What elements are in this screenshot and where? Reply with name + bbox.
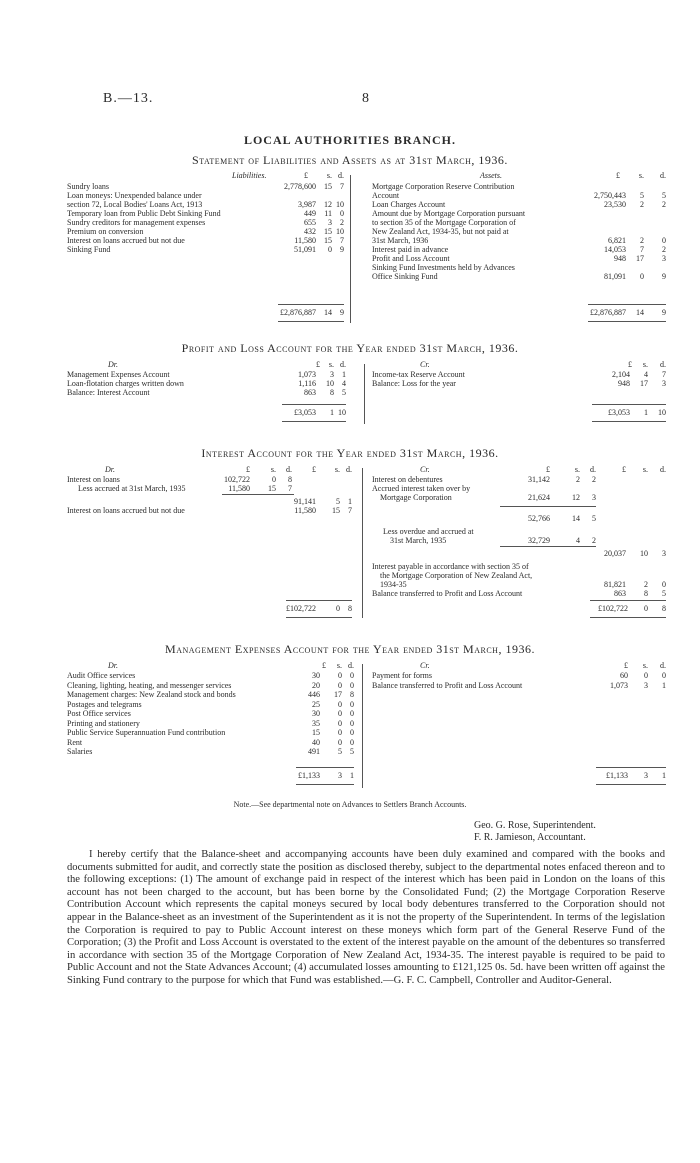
liabilities-heading: Liabilities. — [232, 171, 267, 180]
liability-pounds: 449 — [304, 209, 316, 218]
branch-title: LOCAL AUTHORITIES BRANCH. — [243, 133, 457, 147]
report-code: B.—13. — [103, 91, 154, 106]
asset-pence: 3 — [662, 254, 666, 263]
liability-shillings: 15 — [324, 236, 332, 245]
currency-pound: £ — [304, 171, 308, 180]
ia-right-line: Less overdue and accrued at — [383, 527, 474, 536]
me-credit-shillings: 0 — [644, 671, 648, 680]
ia-amount: 12 — [572, 493, 580, 502]
me-credit-label: Balance transferred to Profit and Loss Account — [372, 680, 523, 690]
me-debit-pence: 0 — [350, 699, 354, 709]
liabilities-total-pence: 9 — [340, 308, 344, 317]
pl-credit-pence: 7 — [662, 370, 666, 379]
ia-amount: 863 — [614, 589, 626, 598]
ia-right-line: the Mortgage Corporation of New Zealand Act, — [380, 571, 533, 580]
currency-pound: £ — [316, 360, 320, 369]
me-credit-pounds: 60 — [620, 671, 628, 680]
departmental-note: Note.—See departmental note on Advances to Settlers Branch Accounts. — [233, 800, 467, 809]
liability-label: Sundry creditors for management expenses — [67, 218, 206, 227]
asset-label: Office Sinking Fund — [372, 272, 438, 281]
asset-label: Amount due by Mortgage Corporation pursuant — [372, 209, 526, 218]
currency-pound: £ — [616, 171, 620, 180]
liability-shillings: 15 — [324, 182, 332, 191]
pl-debit-pence: 5 — [342, 388, 346, 397]
liability-pounds: 432 — [304, 227, 316, 236]
liability-label: Sinking Fund — [67, 245, 111, 254]
currency-pound: £ — [546, 465, 550, 474]
ia-amount: 0 — [272, 475, 276, 484]
asset-pounds: 23,530 — [604, 200, 626, 209]
ia-right-line: 1934-35 — [380, 580, 407, 589]
debit-heading: Dr. — [105, 465, 116, 474]
pl-credit-total-pounds: £3,053 — [608, 408, 630, 417]
ia-amount: 11,580 — [228, 484, 250, 493]
currency-pence: d. — [660, 360, 666, 369]
pl-debit-label: Balance: Interest Account — [67, 388, 150, 397]
me-debit-label: Cleaning, lighting, heating, and messenger services — [67, 680, 232, 690]
asset-label: Mortgage Corporation Reserve Contribution — [372, 182, 515, 191]
me-debit-pence: 0 — [350, 709, 354, 718]
ia-amount: 15 — [332, 506, 340, 515]
asset-pounds: 6,821 — [608, 236, 626, 245]
currency-pence: d. — [590, 465, 596, 474]
ia-amount: 81,821 — [604, 580, 626, 589]
page-number: 8 — [362, 91, 369, 106]
currency-pound: £ — [624, 661, 628, 670]
currency-pence: d. — [660, 465, 666, 474]
currency-pound: £ — [622, 465, 626, 474]
currency-pound: £ — [628, 360, 632, 369]
currency-shilling: s. — [328, 360, 334, 369]
ia-right-line: Accrued interest taken over by — [372, 484, 471, 493]
asset-pence: 2 — [662, 245, 666, 254]
ia-amount: 7 — [348, 506, 352, 515]
currency-pound: £ — [322, 661, 326, 670]
me-credit-pence: 0 — [662, 671, 666, 680]
pl-debit-shillings: 10 — [326, 379, 334, 388]
pl-debit-label: Management Expenses Account — [67, 370, 170, 379]
total-double-rule — [596, 784, 666, 785]
liability-label: Loan moneys: Unexpended balance under — [67, 191, 202, 200]
me-debit-label: Salaries — [67, 747, 93, 756]
ia-debit-total-shillings: 0 — [336, 604, 340, 613]
ia-amount: 8 — [288, 475, 292, 484]
ia-amount: 5 — [662, 589, 666, 598]
me-debit-shillings: 5 — [338, 747, 342, 756]
pl-credit-total-shillings: 1 — [644, 408, 648, 417]
liability-pounds: 11,580 — [294, 236, 316, 245]
balance-sheet-title: Statement of Liabilities and Assets as at 31st March, 1936. — [192, 153, 508, 167]
me-debit-total-pence: 1 — [350, 771, 354, 780]
me-debit-label: Printing and stationery — [67, 718, 140, 728]
currency-shilling: s. — [642, 465, 648, 474]
pl-credit-shillings: 17 — [640, 379, 648, 388]
ia-debit-total-pounds: £102,722 — [286, 604, 316, 613]
me-debit-shillings: 0 — [338, 737, 342, 747]
me-debit-total-shillings: 3 — [338, 771, 342, 780]
asset-label: to section 35 of the Mortgage Corporation of — [372, 218, 516, 227]
me-debit-label: Public Service Superannuation Fund contribution — [67, 728, 226, 737]
ia-amount: 102,722 — [224, 475, 250, 484]
me-debit-shillings: 0 — [338, 671, 342, 680]
ia-left-line: Interest on loans accrued but not due — [67, 506, 185, 515]
pl-debit-total-pence: 10 — [338, 408, 346, 417]
ia-amount: 52,766 — [528, 514, 550, 523]
pl-debit-label: Loan-flotation charges written down — [67, 379, 184, 388]
me-debit-shillings: 0 — [338, 718, 342, 728]
pl-credit-pounds: 948 — [618, 379, 630, 388]
ia-debit-total-pence: 8 — [348, 604, 352, 613]
me-debit-pounds: 446 — [308, 690, 320, 699]
ia-amount: 3 — [662, 549, 666, 558]
assets-heading: Assets. — [480, 171, 502, 180]
me-credit-pence: 1 — [662, 680, 666, 690]
me-debit-pence: 0 — [350, 680, 354, 690]
asset-label: Account — [372, 191, 400, 200]
me-debit-label: Postages and telegrams — [67, 699, 142, 709]
ia-right-line: 31st March, 1935 — [390, 536, 447, 545]
me-debit-label: Audit Office services — [67, 671, 136, 680]
me-debit-shillings: 0 — [338, 680, 342, 690]
pl-debit-pence: 1 — [342, 370, 346, 379]
liability-label: Interest on loans accrued but not due — [67, 236, 185, 245]
profit-loss-title: Profit and Loss Account for the Year ended 31st March, 1936. — [181, 341, 519, 355]
pl-credit-label: Income-tax Reserve Account — [372, 370, 465, 379]
pl-debit-pounds: 1,073 — [298, 370, 316, 379]
me-credit-pounds: 1,073 — [610, 680, 628, 690]
currency-shilling: s. — [638, 171, 644, 180]
pl-debit-pounds: 1,116 — [298, 379, 316, 388]
asset-pounds: 948 — [614, 254, 626, 263]
liability-label: Premium on conversion — [67, 227, 144, 236]
asset-shillings: 0 — [640, 272, 644, 281]
me-debit-label: Rent — [67, 737, 83, 747]
asset-pounds: 14,053 — [604, 245, 626, 254]
me-debit-shillings: 0 — [338, 699, 342, 709]
asset-pounds: 81,091 — [604, 272, 626, 281]
liability-label: Temporary loan from Public Debt Sinking Fund — [67, 209, 221, 218]
ia-right-line: Balance transferred to Profit and Loss Account — [372, 589, 523, 598]
asset-label: Sinking Fund Investments held by Advances — [372, 263, 515, 272]
liability-shillings: 15 — [324, 227, 332, 236]
ia-credit-total-pence: 8 — [662, 604, 666, 613]
ia-amount: 5 — [336, 497, 340, 506]
ia-amount: 3 — [592, 493, 596, 502]
currency-pence: d. — [660, 171, 666, 180]
liability-pounds: 51,091 — [294, 245, 316, 254]
me-credit-label: Payment for forms — [372, 671, 432, 680]
pl-debit-shillings: 8 — [330, 388, 334, 397]
ia-amount: 0 — [662, 580, 666, 589]
assets-total-shillings: 14 — [636, 308, 644, 317]
pl-credit-shillings: 4 — [644, 370, 648, 379]
column-divider — [362, 664, 363, 788]
ia-amount: 21,624 — [528, 493, 550, 502]
me-debit-pence: 0 — [350, 728, 354, 737]
pl-credit-pounds: 2,104 — [612, 370, 630, 379]
currency-shilling: s. — [270, 465, 276, 474]
ia-amount: 15 — [268, 484, 276, 493]
asset-pounds: 2,750,443 — [594, 191, 626, 200]
me-debit-pence: 5 — [350, 747, 354, 756]
liability-label: section 72, Local Bodies' Loans Act, 1913 — [67, 200, 203, 209]
asset-pence: 5 — [662, 191, 666, 200]
audit-certificate: I hereby certify that the Balance-sheet and accompanying accounts have been duly examined and compared with the books and documents submitted for audit, and correctly state the position as disclosed thereby, subject to the departmental notes enfaced thereon and to the following exceptions: (1) The amount of exchange paid in respect of the interest which has been paid in London on the loans of this account has not been charged to the account, but has been borne by the Consolidated Fund; (2) the Mortgage Corporation Reserve Contribution Account which represents the capital moneys secured by local body debentures transferred to the Corporation should not appear in the Balance-sheet as an investment of the Superintendent as it is not the property of the Superintendent. In terms of the legislation the Corporation is required to pay to Public Account interest on these moneys which form part of the General Reserve Fund of the Corporation; (3) the Profit and Loss Account is overstated to the extent of the interest payable on the amount of the debentures so transferred in accordance with section 35 of the Mortgage Corporation of New Zealand Act, 1934-35. The interest payable is required to be paid to Public Account and not the State Advances Account; (4) accumulated losses amounting to £121,125 0s. 5d. have been written off against the Sinking Fund contrary to the purpose for which that Fund was established.—G. F. C. Campbell, Controller and Auditor-General. — [67, 849, 665, 986]
me-credit-total-shillings: 3 — [644, 771, 648, 780]
credit-heading: Cr. — [420, 360, 430, 369]
ia-amount: 2 — [644, 580, 648, 589]
ia-amount: 5 — [592, 514, 596, 523]
me-debit-pounds: 491 — [308, 747, 320, 756]
ia-amount: 8 — [644, 589, 648, 598]
assets-total-pounds: £2,876,887 — [590, 308, 626, 317]
me-debit-label: Post Office services — [67, 709, 131, 718]
ia-amount: 14 — [572, 514, 580, 523]
credit-heading: Cr. — [420, 465, 430, 474]
ia-amount: 4 — [576, 536, 580, 545]
currency-shilling: s. — [334, 465, 340, 474]
assets-total-pence: 9 — [662, 308, 666, 317]
me-debit-total-pounds: £1,133 — [298, 771, 320, 780]
ia-credit-total-pounds: £102,722 — [598, 604, 628, 613]
currency-pence: d. — [338, 171, 344, 180]
ia-right-line: Interest on debentures — [372, 475, 443, 484]
pl-credit-total-pence: 10 — [658, 408, 666, 417]
liability-label: Sundry loans — [67, 182, 109, 191]
ia-credit-total-shillings: 0 — [644, 604, 648, 613]
management-expenses-title: Management Expenses Account for the Year ended 31st March, 1936. — [165, 642, 535, 656]
ia-amount: 7 — [288, 484, 292, 493]
ia-amount: 32,729 — [528, 536, 550, 545]
accountant-signature: F. R. Jamieson, Accountant. — [474, 832, 586, 843]
currency-pound: £ — [246, 465, 250, 474]
pl-credit-pence: 3 — [662, 379, 666, 388]
total-rule — [596, 767, 666, 768]
ia-amount: 2 — [592, 475, 596, 484]
me-debit-shillings: 0 — [338, 728, 342, 737]
currency-pence: d. — [286, 465, 292, 474]
liability-pence: 0 — [340, 209, 344, 218]
currency-shilling: s. — [574, 465, 580, 474]
me-debit-pounds: 15 — [312, 728, 320, 737]
liability-pence: 2 — [340, 218, 344, 227]
interest-account-title: Interest Account for the Year ended 31st March, 1936. — [201, 446, 499, 460]
liability-pounds: 2,778,600 — [284, 182, 316, 191]
ia-amount: 20,037 — [604, 549, 626, 558]
liability-shillings: 0 — [328, 245, 332, 254]
ia-amount: 31,142 — [528, 475, 550, 484]
credit-heading: Cr. — [420, 661, 430, 670]
me-credit-shillings: 3 — [644, 680, 648, 690]
total-double-rule — [296, 784, 354, 785]
me-debit-pounds: 30 — [312, 709, 320, 718]
asset-label: Loan Charges Account — [372, 200, 446, 209]
me-debit-shillings: 17 — [334, 690, 342, 699]
currency-shilling: s. — [326, 171, 332, 180]
ia-amount: 10 — [640, 549, 648, 558]
liability-pence: 10 — [336, 200, 344, 209]
ia-amount: 2 — [576, 475, 580, 484]
me-debit-pence: 0 — [350, 737, 354, 747]
asset-pence: 2 — [662, 200, 666, 209]
me-debit-pounds: 35 — [312, 718, 320, 728]
me-debit-pounds: 20 — [312, 680, 320, 690]
asset-label: New Zealand Act, 1934-35, but not paid at — [372, 227, 509, 236]
currency-pence: d. — [346, 465, 352, 474]
liabilities-total-pounds: £2,876,887 — [280, 308, 316, 317]
ia-amount: 11,580 — [294, 506, 316, 515]
asset-label: Profit and Loss Account — [372, 254, 450, 263]
currency-pence: d. — [348, 661, 354, 670]
ia-amount: 2 — [592, 536, 596, 545]
ia-amount: 91,141 — [294, 497, 316, 506]
liability-pounds: 655 — [304, 218, 316, 227]
me-credit-total-pence: 1 — [662, 771, 666, 780]
asset-pence: 0 — [662, 236, 666, 245]
me-debit-shillings: 0 — [338, 709, 342, 718]
debit-heading: Dr. — [108, 360, 119, 369]
pl-debit-pence: 4 — [342, 379, 346, 388]
me-debit-label: Management charges: New Zealand stock and bonds — [67, 690, 236, 699]
ia-left-line: Less accrued at 31st March, 1935 — [78, 484, 186, 493]
liability-shillings: 12 — [324, 200, 332, 209]
asset-label: 31st March, 1936 — [372, 236, 429, 245]
liability-pounds: 3,987 — [298, 200, 316, 209]
ia-left-line: Interest on loans — [67, 475, 120, 484]
me-debit-pounds: 30 — [312, 671, 320, 680]
pl-credit-label: Balance: Loss for the year — [372, 379, 456, 388]
asset-shillings: 2 — [640, 200, 644, 209]
superintendent-signature: Geo. G. Rose, Superintendent. — [474, 820, 596, 831]
asset-shillings: 17 — [636, 254, 644, 263]
currency-shilling: s. — [336, 661, 342, 670]
me-debit-pounds: 40 — [312, 737, 320, 747]
currency-shilling: s. — [642, 360, 648, 369]
me-debit-pence: 0 — [350, 671, 354, 680]
pl-debit-total-pounds: £3,053 — [294, 408, 316, 417]
me-debit-pence: 0 — [350, 718, 354, 728]
ia-amount: 1 — [348, 497, 352, 506]
me-debit-pence: 8 — [350, 690, 354, 699]
pl-debit-pounds: 863 — [304, 388, 316, 397]
asset-shillings: 7 — [640, 245, 644, 254]
ia-right-line: Interest payable in accordance with section 35 of — [372, 562, 529, 571]
ia-right-line: Mortgage Corporation — [380, 493, 452, 502]
asset-pence: 9 — [662, 272, 666, 281]
pl-debit-total-shillings: 1 — [330, 408, 334, 417]
asset-shillings: 5 — [640, 191, 644, 200]
me-debit-pounds: 25 — [312, 699, 320, 709]
debit-heading: Dr. — [108, 661, 119, 670]
currency-shilling: s. — [642, 661, 648, 670]
pl-debit-shillings: 3 — [330, 370, 334, 379]
asset-shillings: 2 — [640, 236, 644, 245]
currency-pound: £ — [312, 465, 316, 474]
currency-pence: d. — [660, 661, 666, 670]
liability-shillings: 11 — [324, 209, 332, 218]
currency-pence: d. — [340, 360, 346, 369]
asset-label: Interest paid in advance — [372, 245, 449, 254]
liability-pence: 9 — [340, 245, 344, 254]
total-rule — [296, 767, 354, 768]
liability-pence: 10 — [336, 227, 344, 236]
liability-shillings: 3 — [328, 218, 332, 227]
liability-pence: 7 — [340, 182, 344, 191]
liability-pence: 7 — [340, 236, 344, 245]
liabilities-total-shillings: 14 — [324, 308, 332, 317]
me-credit-total-pounds: £1,133 — [606, 771, 628, 780]
